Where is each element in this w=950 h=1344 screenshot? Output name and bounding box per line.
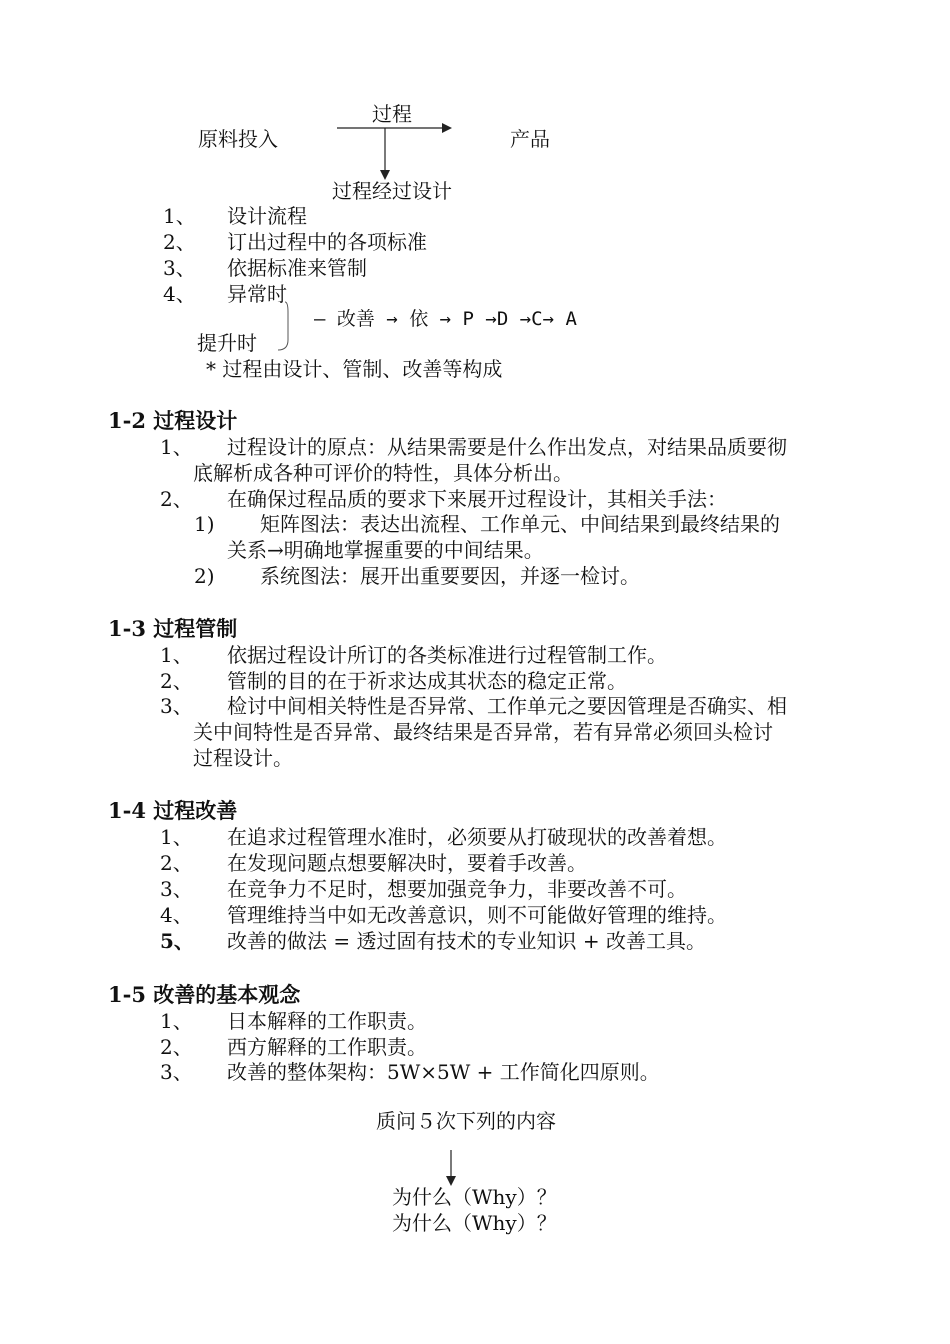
section-title-1-3: 1-3 过程管制 [108,616,238,641]
item-num: 4、 [160,903,193,927]
item-text-cont: 过程设计。 [193,746,293,770]
item-num: 2、 [160,669,193,693]
designed-label: 过程经过设计 [332,179,452,203]
why-line-1: 为什么（Why）？ [392,1185,557,1209]
bracket-line [278,302,288,350]
item-num: 1、 [160,435,193,459]
product-label: 产品 [510,127,550,151]
process-label: 过程 [372,102,412,126]
item-text: 西方解释的工作职责。 [227,1035,427,1059]
sub-item-text-cont: 关系→明确地掌握重要的中间结果。 [227,538,544,562]
input-label: 原料投入 [198,127,278,151]
flow-step-num: 3、 [163,256,196,280]
item-text: 改善的做法 = 透过固有技术的专业知识 + 改善工具。 [227,929,706,953]
item-num: 2、 [160,851,193,875]
section-title-1-2: 1-2 过程设计 [108,408,238,433]
item-text: 在发现问题点想要解决时，要着手改善。 [227,851,587,875]
item-num: 2、 [160,1035,193,1059]
item-num: 3、 [160,877,193,901]
flow-step-text: 依据标准来管制 [227,256,367,280]
process-arrow-head [442,123,452,133]
flow-step-text: 设计流程 [227,204,307,228]
item-text: 依据过程设计所订的各类标准进行过程管制工作。 [227,643,667,667]
item-text: 过程设计的原点：从结果需要是什么作出发点，对结果品质要彻 [227,435,787,459]
flow-step-num: 2、 [163,230,196,254]
item-text: 检讨中间相关特性是否异常、工作单元之要因管理是否确实、相 [227,694,787,718]
flow-note: * 过程由设计、管制、改善等构成 [206,357,503,381]
why-line-2: 为什么（Why）？ [392,1211,557,1235]
improve-cycle: — 改善 → 依 → P →D →C→ A [314,308,577,330]
flow-step-num: 1、 [163,204,196,228]
flow-step-text: 异常时 [227,282,287,306]
item-num: 3、 [160,694,193,718]
item-text: 在确保过程品质的要求下来展开过程设计，其相关手法： [227,487,727,511]
sub-item-num: 2) [194,564,215,588]
ask-label: 质问５次下列的内容 [376,1109,556,1133]
flow-step-text: 订出过程中的各项标准 [227,230,427,254]
item-num: 1、 [160,643,193,667]
sub-item-text: 矩阵图法：表达出流程、工作单元、中间结果到最终结果的 [260,512,780,536]
item-num: 3、 [160,1060,193,1084]
item-text: 管制的目的在于祈求达成其状态的稳定正常。 [227,669,627,693]
item-text-cont: 底解析成各种可评价的特性，具体分析出。 [193,461,573,485]
item-num: 1、 [160,1009,193,1033]
item-num: 2、 [160,487,193,511]
item-text: 在追求过程管理水准时，必须要从打破现状的改善着想。 [227,825,727,849]
item-text: 改善的整体架构：5W×5W + 工作简化四原则。 [227,1060,660,1084]
sub-item-text: 系统图法：展开出重要要因，并逐一检讨。 [260,564,640,588]
item-text: 日本解释的工作职责。 [227,1009,427,1033]
item-text: 管理维持当中如无改善意识，则不可能做好管理的维持。 [227,903,727,927]
raise-label: 提升时 [197,331,257,355]
item-num: 5、 [160,929,194,953]
item-num: 1、 [160,825,193,849]
sub-item-num: 1) [194,512,215,536]
flow-step-num: 4、 [163,282,196,306]
item-text: 在竞争力不足时，想要加强竞争力，非要改善不可。 [227,877,687,901]
section-title-1-5: 1-5 改善的基本观念 [108,982,301,1007]
item-text-cont: 关中间特性是否异常、最终结果是否异常，若有异常必须回头检讨 [193,720,773,744]
section-title-1-4: 1-4 过程改善 [108,798,238,823]
